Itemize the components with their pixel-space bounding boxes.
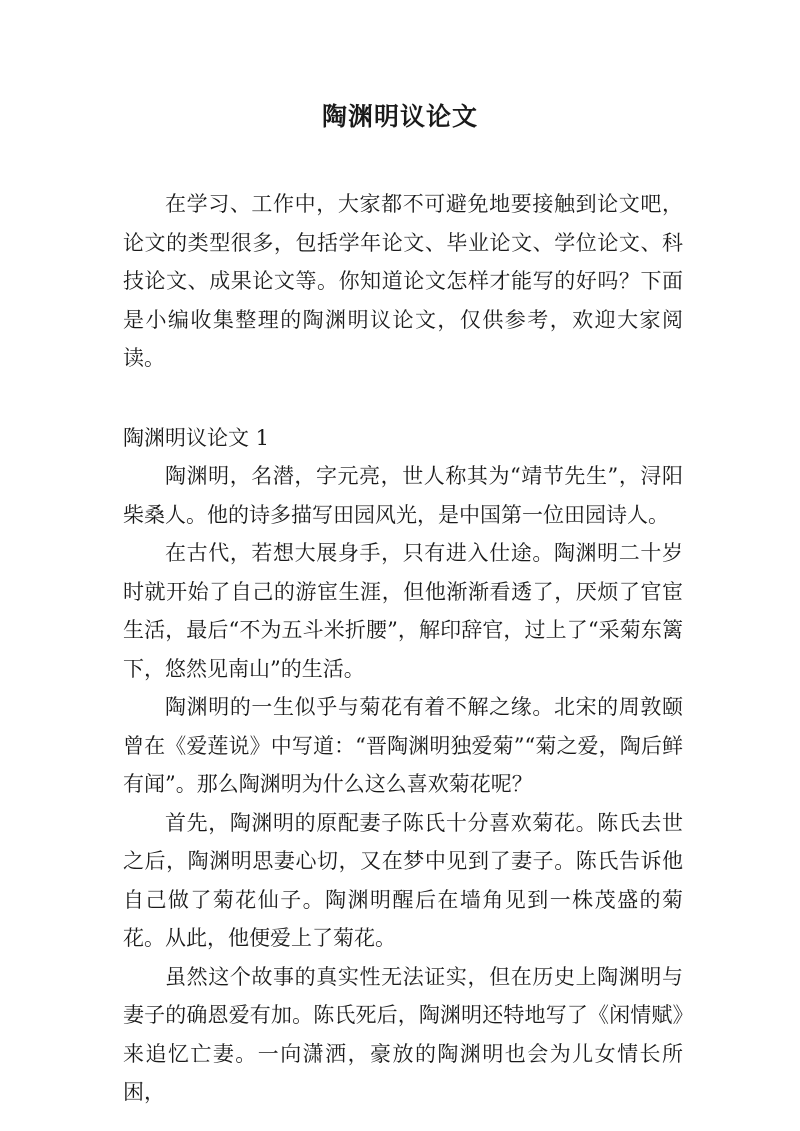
body-paragraph: 陶渊明的一生似乎与菊花有着不解之缘。北宋的周敦颐曾在《爱莲说》中写道：“晋陶渊明独爱菊”“菊之爱，陶后鲜有闻”。那么陶渊明为什么这么喜欢菊花呢？ [123, 695, 683, 796]
document-title: 陶渊明议论文 [321, 102, 478, 131]
document-body [123, 185, 683, 1112]
intro-paragraph: 在学习、工作中，大家都不可避免地要接触到论文吧，论文的类型很多，包括学年论文、毕业论文、学位论文、科技论文、成果论文等。你知道论文怎样才能写的好吗？下面是小编收集整理的陶渊明议论文，仅供参考，欢迎大家阅读。 [123, 192, 683, 370]
body-paragraph: 陶渊明，名潜，字元亮，世人称其为“靖节先生”，浔阳柴桑人。他的诗多描写田园风光，是中国第一位田园诗人。 [123, 464, 683, 527]
section-heading: 陶渊明议论文 1 [123, 425, 270, 450]
body-paragraph: 首先，陶渊明的原配妻子陈氏十分喜欢菊花。陈氏去世之后，陶渊明思妻心切，又在梦中见到了妻子。陈氏告诉他自己做了菊花仙子。陶渊明醒后在墙角见到一株茂盛的菊花。从此，他便爱上了菊花。 [123, 810, 683, 950]
body-paragraph: 在古代，若想大展身手，只有进入仕途。陶渊明二十岁时就开始了自己的游宦生涯，但他渐渐看透了，厌烦了官宦生活，最后“不为五斗米折腰”，解印辞官，过上了“采菊东篱下，悠然见南山”的生活。 [123, 541, 683, 681]
body-paragraph: 虽然这个故事的真实性无法证实，但在历史上陶渊明与妻子的确恩爱有加。陈氏死后，陶渊明还特地写了《闲情赋》来追忆亡妻。一向潇洒，豪放的陶渊明也会为儿女情长所困， [123, 964, 683, 1104]
